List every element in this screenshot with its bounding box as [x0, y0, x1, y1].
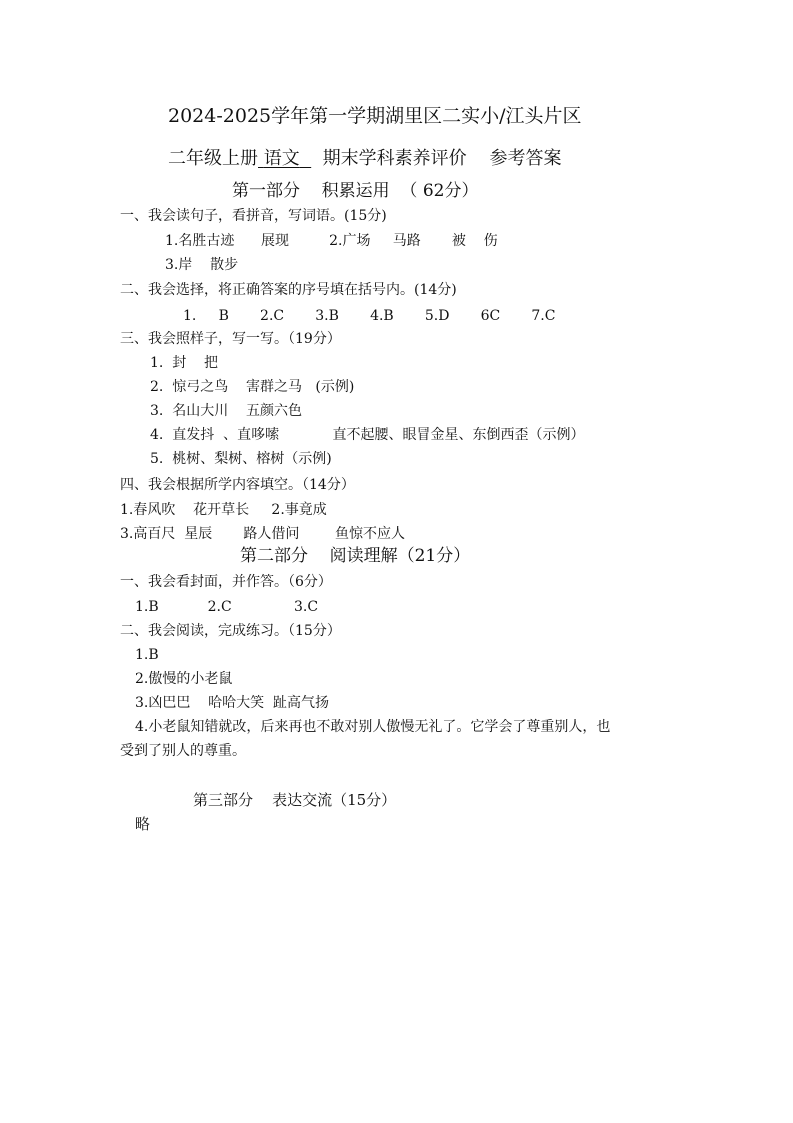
part2-section2-line4: 4.小老鼠知错就改，后来再也不敢对别人傲慢无礼了。它学会了尊重别人，也 — [135, 719, 611, 735]
part2-section2-line1: 1.B — [135, 647, 159, 663]
part1-section3-line1: 1. 封 把 — [150, 355, 219, 371]
part1-section1-title: 一、我会读句子，看拼音，写词语。(15分) — [120, 208, 387, 224]
part1-section2-title: 二、我会选择，将正确答案的序号填在括号内。(14分) — [120, 282, 457, 298]
part3-content: 略 — [135, 815, 151, 833]
subtitle-prefix: 二年级上册 — [168, 148, 258, 169]
part1-section2-line1: 1. B 2.C 3.B 4.B 5.D 6C 7.C — [183, 308, 556, 324]
part1-section4-line2: 3.高百尺 星辰 路人借问 鱼惊不应人 — [120, 526, 406, 542]
part1-section1-line2: 3.岸 散步 — [165, 257, 239, 273]
part1-section3-line4: 4. 直发抖 、直哆嗦 直不起腰、眼冒金星、东倒西歪（示例） — [150, 427, 585, 443]
part1-section3-line5: 5. 桃树、梨树、榕树（示例) — [150, 451, 332, 467]
subject-name: 语文 — [263, 148, 300, 169]
part1-section3-title: 三、我会照样子，写一写。（19分） — [120, 331, 341, 347]
part2-section1-title: 一、我会看封面，并作答。（6分） — [120, 574, 332, 590]
part2-heading: 第二部分 阅读理解（21分） — [240, 546, 471, 566]
document-subtitle — [168, 147, 562, 171]
part1-section3-line3: 3. 名山大川 五颜六色 — [150, 403, 303, 419]
part1-section4-title: 四、我会根据所学内容填空。（14分） — [120, 477, 355, 493]
part2-section2-line3: 3.凶巴巴 哈哈大笑 趾高气扬 — [135, 695, 330, 711]
part2-section2-line2: 2.傲慢的小老鼠 — [135, 671, 233, 687]
part1-heading: 第一部分 积累运用 （ 62分） — [232, 181, 479, 201]
document-title: 2024-2025学年第一学期湖里区二实小/江头片区 — [168, 105, 582, 127]
part2-section1-line1: 1.B 2.C 3.C — [135, 599, 319, 615]
part2-section2-line5: 受到了别人的尊重。 — [120, 743, 246, 759]
part1-section3-line2: 2. 惊弓之鸟 害群之马 (示例) — [150, 379, 355, 395]
part2-section2-title: 二、我会阅读，完成练习。（15分） — [120, 623, 341, 639]
subtitle-suffix: 期末学科素养评价 参考答案 — [322, 148, 562, 169]
part3-heading: 第三部分 表达交流（15分） — [193, 791, 397, 809]
part1-section1-line1: 1.名胜古迹 展现 2.广场 马路 被 伤 — [165, 233, 498, 249]
part1-section4-line1: 1.春风吹 花开草长 2.事竟成 — [120, 502, 327, 518]
